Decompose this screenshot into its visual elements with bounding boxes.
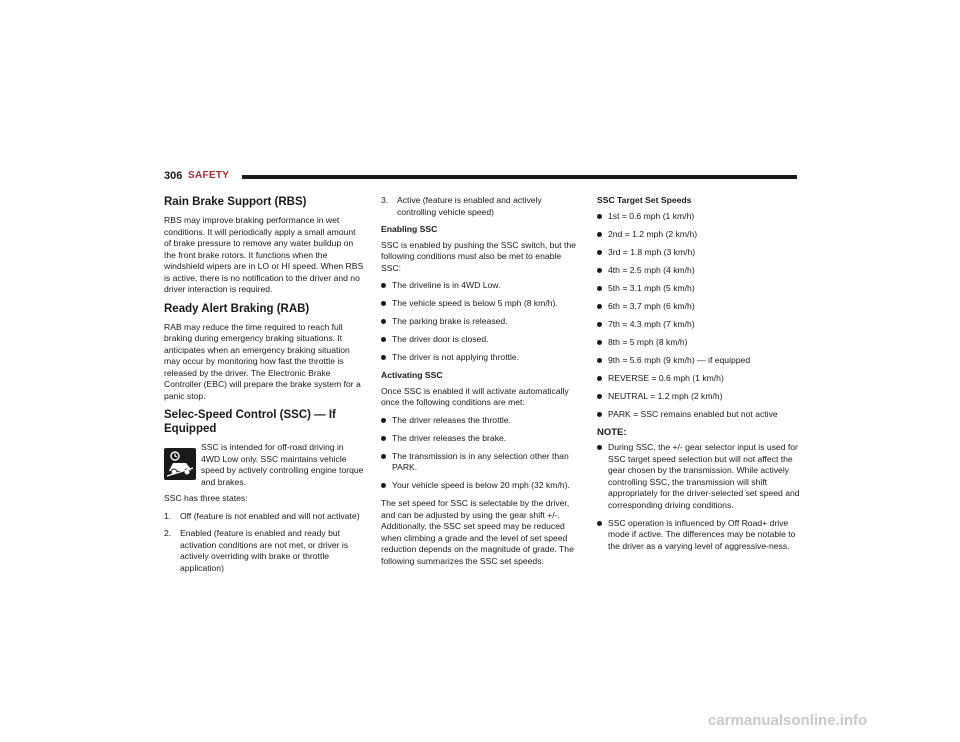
list-item [381,280,581,292]
bullet-icon [597,322,602,327]
list-item [597,337,802,349]
note-item [597,442,802,511]
list-item [381,415,581,427]
rbs-heading: Rain Brake Support (RBS) [164,196,307,208]
list-item [597,283,802,295]
enabling-heading: Enabling SSC [381,224,438,234]
list-item-text: The driver releases the brake. [392,432,507,443]
ssc-states-intro: SSC has three states: [164,493,248,503]
list-item [597,229,802,241]
list-item-text: The vehicle speed is below 5 mph (8 km/h). [392,298,558,308]
list-item-text: 7th = 4.3 mph (7 km/h) [608,318,695,329]
selec-speed-control-icon [164,448,196,480]
bullet-icon [597,445,602,450]
list-item-text: PARK = SSC remains enabled but not active [608,408,778,419]
list-item [381,352,581,364]
bullet-icon [381,483,386,488]
bullet-icon [597,358,602,363]
activating-heading: Activating SSC [381,370,443,380]
list-item [381,334,581,346]
list-item [597,391,802,403]
bullet-icon [597,250,602,255]
list-item [381,316,581,328]
bullet-icon [597,340,602,345]
target-speeds-heading: SSC Target Set Speeds [597,195,692,205]
list-item-text: The driveline is in 4WD Low. [392,280,501,290]
list-item [597,247,802,259]
list-item [381,451,581,474]
rbs-body: RBS may improve braking performance in wet conditions. It will periodically apply a small amount of brake pressure to remove any water buildup on the front brake rotors. It functions when the windshield wipers are in LO or HI speed. When RBS is active, there is no notification to the driver and no driver interaction is required. [164,215,364,294]
bullet-icon [597,394,602,399]
bullet-icon [381,418,386,423]
list-item [381,433,581,445]
list-item [597,355,802,367]
list-item-text: 9th = 5.6 mph (9 km/h) — if equipped [608,354,751,365]
list-item-text: 4th = 2.5 mph (4 km/h) [608,264,695,275]
watermark: carmanualsonline.info [708,712,868,729]
list-item-text: 6th = 3.7 mph (6 km/h) [608,300,695,311]
list-item-text: 5th = 3.1 mph (5 km/h) [608,282,695,293]
list-item-text: REVERSE = 0.6 mph (1 km/h) [608,372,724,383]
list-item [381,298,581,310]
bullet-icon [381,454,386,459]
bullet-icon [597,412,602,417]
ssc-heading: Selec-Speed Control (SSC) — If Equipped [164,409,336,435]
list-item-text: Your vehicle speed is below 20 mph (32 km/h). [392,480,570,490]
ssc-intro-block [164,442,364,488]
state-number: 3. [381,195,389,205]
column-1 [164,195,364,580]
list-item-text: 8th = 5 mph (8 km/h) [608,336,688,347]
bullet-icon [597,521,602,526]
state-number: 2. [164,528,172,538]
note-text: During SSC, the +/- gear selector input is used for SSC target speed selection but will not affect the gear chosen by the transmission. While actively controlling SSC, the transmission will shift appropriately for the driver-selected set speed and corresponding driving conditions. [608,442,800,510]
list-item-text: 1st = 0.6 mph (1 km/h) [608,210,695,221]
list-item [597,211,802,223]
column-2 [381,195,581,573]
list-item-text: The driver is not applying throttle. [392,352,520,362]
bullet-icon [597,214,602,219]
state-number: 1. [164,510,172,521]
list-item [597,409,802,421]
page-number: 306 [164,170,183,182]
note-label: NOTE: [597,426,627,438]
bullet-icon [597,232,602,237]
bullet-icon [597,304,602,309]
set-speed-body: The set speed for SSC is selectable by the driver, and can be adjusted by using the gear shift +/-. Additionally, the SSC set speed may be reduced when climbing a grade and the level of set speed reduction depends on the magnitude of grade. The following summarizes the SSC set speeds: [381,498,574,566]
state-text: Off (feature is not enabled and will not activate) [180,510,360,521]
list-item-text: The driver releases the throttle. [392,414,511,425]
list-item-text: 3rd = 1.8 mph (3 km/h) [608,246,696,257]
ssc-intro: SSC is intended for off-road driving in 4WD Low only. SSC maintains vehicle speed by actively controlling engine torque and brakes. [201,442,364,487]
enabling-body: SSC is enabled by pushing the SSC switch, but the following conditions must also be met to enable SSC: [381,239,576,273]
bullet-icon [381,301,386,306]
list-item [597,373,802,385]
list-item-text: The parking brake is released. [392,316,508,326]
header-rule [242,175,797,179]
state-text: Enabled (feature is enabled and ready but activation conditions are not met, or driver is actively overriding with brake or throttle application) [180,528,349,573]
bullet-icon [597,268,602,273]
bullet-icon [381,436,386,441]
list-item-text: The driver door is closed. [392,334,489,344]
list-item [597,265,802,277]
list-item-text: The transmission is in any selection other than PARK. [392,450,569,472]
bullet-icon [381,355,386,360]
page-header [164,170,797,190]
rab-heading: Ready Alert Braking (RAB) [164,302,310,315]
note-item [597,518,802,553]
bullet-icon [597,286,602,291]
list-item-text: NEUTRAL = 1.2 mph (2 km/h) [608,390,723,401]
list-item [381,480,581,492]
bullet-icon [381,319,386,324]
column-3 [597,195,802,559]
list-item [597,301,802,313]
activating-body: Once SSC is enabled it will activate automatically once the following conditions are met: [381,385,569,407]
section-title: SAFETY [188,170,230,181]
bullet-icon [381,337,386,342]
list-item [597,319,802,331]
ssc-state-2 [164,528,364,574]
note-text: SSC operation is influenced by Off Road+ drive mode if active. The differences may be notable to the driver as a varying level of aggressive-ness. [608,517,796,551]
bullet-icon [597,376,602,381]
ssc-state-3 [381,195,581,218]
list-item-text: 2nd = 1.2 mph (2 km/h) [608,228,698,239]
rab-body: RAB may reduce the time required to reach full braking during emergency braking situations. It anticipates when an emergency braking situation may occur by monitoring how fast the throttle is released by the driver. The Electronic Brake Controller (EBC) will prepare the brake system for a panic stop. [164,321,361,401]
ssc-state-1 [164,511,364,523]
bullet-icon [381,283,386,288]
state-text: Active (feature is enabled and actively controlling vehicle speed) [397,195,542,217]
